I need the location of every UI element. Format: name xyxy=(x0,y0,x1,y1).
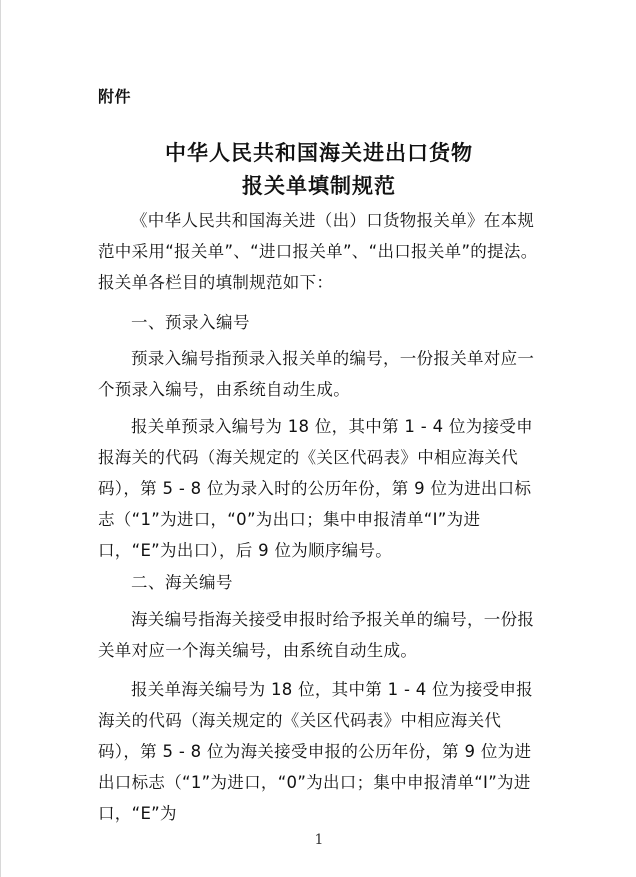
section-1-paragraph-1: 预录入编号指预录入报关单的编号，一份报关单对应一个预录入编号，由系统自动生成。 xyxy=(98,349,535,399)
section-2-paragraph-1: 海关编号指海关接受申报时给予报关单的编号，一份报关单对应一个海关编号，由系统自动生成。 xyxy=(98,610,535,660)
section-heading-2: 二、海关编号 xyxy=(131,573,233,592)
section-2-paragraph-2: 报关单海关编号为 18 位，其中第 1 - 4 位为接受申报海关的代码（海关规定的《关区代码表》中相应海关代码），第 5 - 8 位为海关接受申报的公历年份，第 9 位为进出口标志（“1”为进口，“0”为出口；集中申报清单“I”为进口，“E”为 xyxy=(98,680,533,823)
section-1-paragraph-2: 报关单预录入编号为 18 位，其中第 1 - 4 位为接受申报海关的代码（海关规定的《关区代码表》中相应海关代码），第 5 - 8 位为录入时的公历年份，第 9 位为进出口标志（“1”为进口，“0”为出口；集中申报清单“I”为进口，“E”为出口），后 9 位为顺序编号。 xyxy=(98,417,533,560)
intro-paragraph: 《中华人民共和国海关进（出）口货物报关单》在本规范中采用“报关单”、“进口报关单”、“出口报关单”的提法。报关单各栏目的填制规范如下： xyxy=(98,211,538,292)
attachment-label: 附件 xyxy=(98,87,132,106)
document-title-line2: 报关单填制规范 xyxy=(242,174,396,198)
document-title-line1: 中华人民共和国海关进出口货物 xyxy=(165,141,473,165)
page-number: 1 xyxy=(314,832,324,848)
section-heading-1: 一、预录入编号 xyxy=(131,313,250,332)
